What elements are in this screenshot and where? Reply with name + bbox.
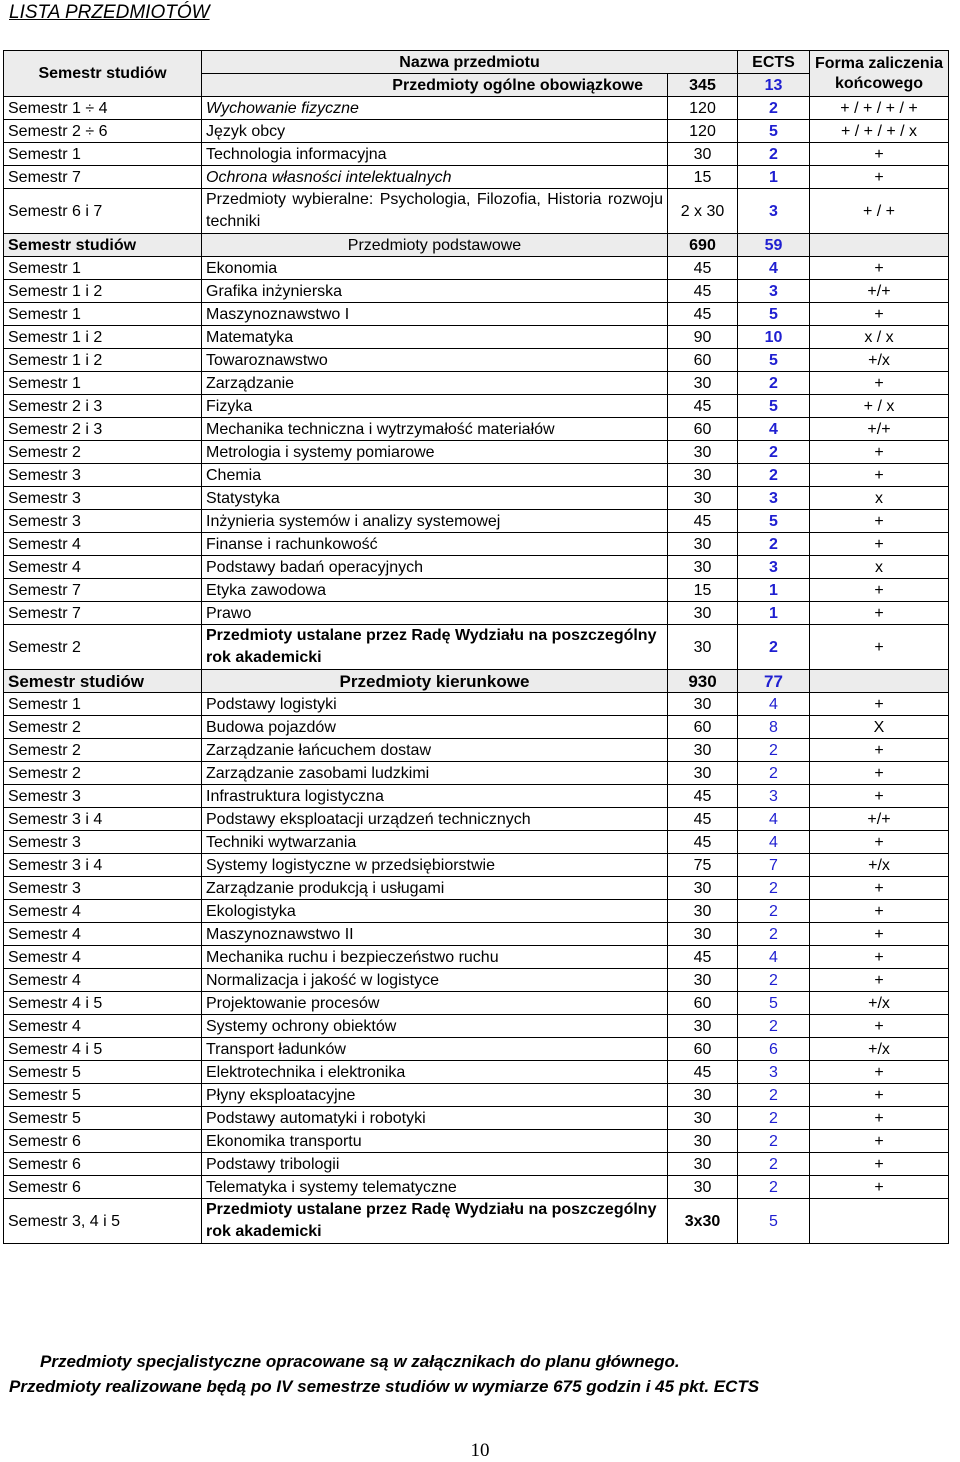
course-name-cell: Podstawy eksploatacji urządzeń technicznych: [202, 808, 668, 831]
semester-cell: Semestr 3: [4, 877, 202, 900]
page-title: LISTA PRZEDMIOTÓW: [9, 2, 210, 23]
table-row: [4, 441, 949, 464]
form-cell: +: [810, 900, 949, 923]
section-ects: 13: [738, 74, 810, 97]
course-name-cell: Przedmioty ustalane przez Radę Wydziału na poszczególny rok akademicki: [202, 1199, 668, 1244]
form-cell: +: [810, 625, 949, 670]
course-name-cell: Systemy ochrony obiektów: [202, 1015, 668, 1038]
form-cell: + / + / + / x: [810, 120, 949, 143]
form-cell: +: [810, 1107, 949, 1130]
ects-cell: 4: [738, 693, 810, 716]
ects-cell: 3: [738, 280, 810, 303]
form-cell: +: [810, 762, 949, 785]
ects-cell: 5: [738, 120, 810, 143]
table-row: [4, 1153, 949, 1176]
form-cell: +: [810, 166, 949, 189]
semester-cell: Semestr 4: [4, 900, 202, 923]
semester-cell: Semestr 4: [4, 969, 202, 992]
ects-cell: 8: [738, 716, 810, 739]
course-name-cell: Techniki wytwarzania: [202, 831, 668, 854]
section-hours: 345: [668, 74, 738, 97]
section-semestr: Semestr studiów: [4, 234, 202, 257]
hours-cell: 30: [668, 1153, 738, 1176]
semester-cell: Semestr 3 i 4: [4, 854, 202, 877]
table-row: [4, 533, 949, 556]
form-cell: [810, 1199, 949, 1244]
semester-cell: Semestr 4: [4, 1015, 202, 1038]
course-name-cell: Statystyka: [202, 487, 668, 510]
hours-cell: 30: [668, 1084, 738, 1107]
course-name-cell: Budowa pojazdów: [202, 716, 668, 739]
form-cell: + / + / + / +: [810, 97, 949, 120]
form-cell: +: [810, 877, 949, 900]
course-name-cell: Technologia informacyjna: [202, 143, 668, 166]
table-row: [4, 625, 949, 670]
section-label: Przedmioty podstawowe: [202, 234, 668, 257]
table-row: [4, 900, 949, 923]
table-row: [4, 97, 949, 120]
semester-cell: Semestr 1: [4, 303, 202, 326]
semester-cell: Semestr 4 i 5: [4, 1038, 202, 1061]
ects-cell: 5: [738, 349, 810, 372]
ects-cell: 2: [738, 1176, 810, 1199]
hours-cell: 45: [668, 395, 738, 418]
table-row: [4, 1130, 949, 1153]
semester-cell: Semestr 7: [4, 602, 202, 625]
course-name-cell: Grafika inżynierska: [202, 280, 668, 303]
hours-cell: 45: [668, 831, 738, 854]
form-cell: +/+: [810, 280, 949, 303]
course-name-cell: Telematyka i systemy telematyczne: [202, 1176, 668, 1199]
hours-cell: 45: [668, 280, 738, 303]
table-row: [4, 349, 949, 372]
table-row: [4, 602, 949, 625]
course-name-cell: Etyka zawodowa: [202, 579, 668, 602]
form-cell: +: [810, 143, 949, 166]
hours-cell: 45: [668, 303, 738, 326]
form-cell: +: [810, 969, 949, 992]
ects-cell: 2: [738, 1015, 810, 1038]
header-ects: ECTS: [738, 51, 810, 74]
hours-cell: 60: [668, 418, 738, 441]
table-row: [4, 762, 949, 785]
ects-cell: 2: [738, 97, 810, 120]
form-cell: +: [810, 1015, 949, 1038]
form-cell: +/x: [810, 349, 949, 372]
hours-cell: 30: [668, 1176, 738, 1199]
table-row: [4, 1061, 949, 1084]
form-cell: +: [810, 1176, 949, 1199]
form-cell: +: [810, 303, 949, 326]
table-row: [4, 785, 949, 808]
form-cell: +: [810, 257, 949, 280]
course-name-cell: Chemia: [202, 464, 668, 487]
form-cell: +: [810, 372, 949, 395]
table-row: [4, 487, 949, 510]
form-cell: +: [810, 1061, 949, 1084]
semester-cell: Semestr 4: [4, 556, 202, 579]
semester-cell: Semestr 3: [4, 510, 202, 533]
table-row: [4, 464, 949, 487]
table-row: [4, 189, 949, 234]
hours-cell: 2 x 30: [668, 189, 738, 234]
form-cell: +: [810, 923, 949, 946]
hours-cell: 60: [668, 349, 738, 372]
hours-cell: 45: [668, 257, 738, 280]
ects-cell: 5: [738, 510, 810, 533]
semester-cell: Semestr 3, 4 i 5: [4, 1199, 202, 1244]
course-name-cell: Elektrotechnika i elektronika: [202, 1061, 668, 1084]
ects-cell: 7: [738, 854, 810, 877]
table-row: [4, 1199, 949, 1244]
hours-cell: 30: [668, 372, 738, 395]
section-semestr: Semestr studiów: [4, 670, 202, 693]
semester-cell: Semestr 2: [4, 739, 202, 762]
course-name-cell: Zarządzanie produkcją i usługami: [202, 877, 668, 900]
hours-cell: 90: [668, 326, 738, 349]
form-cell: +: [810, 831, 949, 854]
course-name-cell: Zarządzanie łańcuchem dostaw: [202, 739, 668, 762]
ects-cell: 2: [738, 923, 810, 946]
table-row: [4, 120, 949, 143]
course-name-cell: Ochrona własności intelektualnych: [202, 166, 668, 189]
hours-cell: 45: [668, 510, 738, 533]
ects-cell: 2: [738, 1153, 810, 1176]
course-name-cell: Metrologia i systemy pomiarowe: [202, 441, 668, 464]
section-row-kierunkowe: [4, 670, 949, 693]
ects-cell: 5: [738, 303, 810, 326]
hours-cell: 60: [668, 716, 738, 739]
table-row: [4, 739, 949, 762]
ects-cell: 3: [738, 556, 810, 579]
table-row: [4, 326, 949, 349]
course-name-cell: Infrastruktura logistyczna: [202, 785, 668, 808]
form-cell: x: [810, 556, 949, 579]
course-name-cell: Towaroznawstwo: [202, 349, 668, 372]
semester-cell: Semestr 3: [4, 464, 202, 487]
form-cell: +/x: [810, 992, 949, 1015]
table-row: [4, 693, 949, 716]
ects-cell: 5: [738, 395, 810, 418]
table-row: [4, 946, 949, 969]
semester-cell: Semestr 1: [4, 143, 202, 166]
section-ects: 59: [738, 234, 810, 257]
form-cell: +: [810, 1084, 949, 1107]
table-row: [4, 143, 949, 166]
table-row: [4, 831, 949, 854]
ects-cell: 10: [738, 326, 810, 349]
section-form: [810, 670, 949, 693]
course-name-cell: Podstawy automatyki i robotyki: [202, 1107, 668, 1130]
section-ects: 77: [738, 670, 810, 693]
course-name-cell: Wychowanie fizyczne: [202, 97, 668, 120]
semester-cell: Semestr 2 i 3: [4, 418, 202, 441]
course-name-cell: Finanse i rachunkowość: [202, 533, 668, 556]
hours-cell: 45: [668, 946, 738, 969]
form-cell: + / x: [810, 395, 949, 418]
form-cell: +: [810, 602, 949, 625]
hours-cell: 45: [668, 808, 738, 831]
semester-cell: Semestr 2: [4, 716, 202, 739]
ects-cell: 3: [738, 785, 810, 808]
form-cell: +/x: [810, 1038, 949, 1061]
ects-cell: 4: [738, 808, 810, 831]
form-cell: +: [810, 693, 949, 716]
form-cell: +: [810, 739, 949, 762]
section-hours: 930: [668, 670, 738, 693]
course-name-cell: Inżynieria systemów i analizy systemowej: [202, 510, 668, 533]
table-row: [4, 257, 949, 280]
table-row: [4, 854, 949, 877]
table-row: [4, 992, 949, 1015]
ects-cell: 1: [738, 602, 810, 625]
hours-cell: 30: [668, 487, 738, 510]
ects-cell: 1: [738, 579, 810, 602]
semester-cell: Semestr 3: [4, 487, 202, 510]
form-cell: +: [810, 464, 949, 487]
hours-cell: 120: [668, 97, 738, 120]
hours-cell: 30: [668, 556, 738, 579]
table-row: [4, 1084, 949, 1107]
semester-cell: Semestr 2 i 3: [4, 395, 202, 418]
semester-cell: Semestr 4: [4, 946, 202, 969]
ects-cell: 6: [738, 1038, 810, 1061]
hours-cell: 30: [668, 143, 738, 166]
hours-cell: 30: [668, 762, 738, 785]
semester-cell: Semestr 1: [4, 257, 202, 280]
hours-cell: 30: [668, 533, 738, 556]
table-row: [4, 166, 949, 189]
course-name-cell: Maszynoznawstwo I: [202, 303, 668, 326]
semester-cell: Semestr 6: [4, 1153, 202, 1176]
ects-cell: 3: [738, 1061, 810, 1084]
course-name-cell: Mechanika techniczna i wytrzymałość materiałów: [202, 418, 668, 441]
ects-cell: 4: [738, 418, 810, 441]
course-name-cell: Systemy logistyczne w przedsiębiorstwie: [202, 854, 668, 877]
course-name-cell: Płyny eksploatacyjne: [202, 1084, 668, 1107]
semester-cell: Semestr 5: [4, 1107, 202, 1130]
ects-cell: 2: [738, 969, 810, 992]
table-row: [4, 510, 949, 533]
ects-cell: 5: [738, 1199, 810, 1244]
semester-cell: Semestr 6 i 7: [4, 189, 202, 234]
ects-cell: 2: [738, 762, 810, 785]
course-name-cell: Ekologistyka: [202, 900, 668, 923]
course-name-cell: Podstawy tribologii: [202, 1153, 668, 1176]
semester-cell: Semestr 4: [4, 923, 202, 946]
table-row: [4, 1015, 949, 1038]
semester-cell: Semestr 1 i 2: [4, 326, 202, 349]
table-row: [4, 556, 949, 579]
section-label: Przedmioty kierunkowe: [202, 670, 668, 693]
table-row: [4, 1107, 949, 1130]
ects-cell: 2: [738, 1130, 810, 1153]
semester-cell: Semestr 1: [4, 372, 202, 395]
table-row: [4, 1176, 949, 1199]
course-name-cell: Ekonomika transportu: [202, 1130, 668, 1153]
semester-cell: Semestr 1 i 2: [4, 280, 202, 303]
semester-cell: Semestr 3: [4, 831, 202, 854]
hours-cell: 15: [668, 166, 738, 189]
semester-cell: Semestr 2: [4, 625, 202, 670]
table-row: [4, 372, 949, 395]
ects-cell: 4: [738, 946, 810, 969]
ects-cell: 5: [738, 992, 810, 1015]
hours-cell: 120: [668, 120, 738, 143]
hours-cell: 30: [668, 441, 738, 464]
form-cell: +/+: [810, 808, 949, 831]
hours-cell: 30: [668, 877, 738, 900]
semester-cell: Semestr 7: [4, 579, 202, 602]
hours-cell: 30: [668, 1107, 738, 1130]
course-name-cell: Zarządzanie zasobami ludzkimi: [202, 762, 668, 785]
form-cell: + / +: [810, 189, 949, 234]
footer-note-2: Przedmioty realizowane będą po IV semestrze studiów w wymiarze 675 godzin i 45 pkt. ECTS: [9, 1377, 760, 1396]
course-name-cell: Zarządzanie: [202, 372, 668, 395]
hours-cell: 30: [668, 900, 738, 923]
footer-note-1: Przedmioty specjalistyczne opracowane są w załącznikach do planu głównego.: [40, 1352, 680, 1371]
hours-cell: 30: [668, 1015, 738, 1038]
form-cell: +: [810, 785, 949, 808]
form-cell: +: [810, 946, 949, 969]
semester-cell: Semestr 7: [4, 166, 202, 189]
hours-cell: 30: [668, 1130, 738, 1153]
header-forma: Forma zaliczenia końcowego: [810, 51, 949, 97]
hours-cell: 45: [668, 1061, 738, 1084]
course-name-cell: Podstawy badań operacyjnych: [202, 556, 668, 579]
section-form: [810, 234, 949, 257]
course-name-cell: Przedmioty wybieralne: Psychologia, Filozofia, Historia rozwoju techniki: [202, 189, 668, 234]
course-name-cell: Fizyka: [202, 395, 668, 418]
ects-cell: 4: [738, 831, 810, 854]
ects-cell: 2: [738, 143, 810, 166]
form-cell: +: [810, 441, 949, 464]
table-row: [4, 1038, 949, 1061]
ects-cell: 3: [738, 189, 810, 234]
ects-cell: 2: [738, 533, 810, 556]
hours-cell: 30: [668, 739, 738, 762]
semester-cell: Semestr 3: [4, 785, 202, 808]
semester-cell: Semestr 5: [4, 1084, 202, 1107]
semester-cell: Semestr 4 i 5: [4, 992, 202, 1015]
hours-cell: 60: [668, 1038, 738, 1061]
semester-cell: Semestr 4: [4, 533, 202, 556]
course-name-cell: Przedmioty ustalane przez Radę Wydziału na poszczególny rok akademicki: [202, 625, 668, 670]
table-row: [4, 395, 949, 418]
hours-cell: 60: [668, 992, 738, 1015]
form-cell: +: [810, 510, 949, 533]
table-row: [4, 280, 949, 303]
hours-cell: 75: [668, 854, 738, 877]
course-name-cell: Ekonomia: [202, 257, 668, 280]
course-name-cell: Projektowanie procesów: [202, 992, 668, 1015]
semester-cell: Semestr 3 i 4: [4, 808, 202, 831]
ects-cell: 2: [738, 900, 810, 923]
table-row: [4, 877, 949, 900]
section-hours: 690: [668, 234, 738, 257]
course-name-cell: Podstawy logistyki: [202, 693, 668, 716]
ects-cell: 2: [738, 1084, 810, 1107]
ects-cell: 4: [738, 257, 810, 280]
course-name-cell: Transport ładunków: [202, 1038, 668, 1061]
form-cell: +: [810, 1153, 949, 1176]
semester-cell: Semestr 1: [4, 693, 202, 716]
hours-cell: 30: [668, 464, 738, 487]
course-name-cell: Maszynoznawstwo II: [202, 923, 668, 946]
hours-cell: 30: [668, 693, 738, 716]
semester-cell: Semestr 6: [4, 1176, 202, 1199]
hours-cell: 3x30: [668, 1199, 738, 1244]
hours-cell: 45: [668, 785, 738, 808]
form-cell: +: [810, 533, 949, 556]
form-cell: x / x: [810, 326, 949, 349]
ects-cell: 2: [738, 464, 810, 487]
course-name-cell: Prawo: [202, 602, 668, 625]
semester-cell: Semestr 1 ÷ 4: [4, 97, 202, 120]
section-row-podstawowe: [4, 234, 949, 257]
table-row: [4, 716, 949, 739]
page-number: 10: [470, 1440, 490, 1461]
table-row: [4, 303, 949, 326]
course-name-cell: Normalizacja i jakość w logistyce: [202, 969, 668, 992]
table-row: [4, 418, 949, 441]
semester-cell: Semestr 6: [4, 1130, 202, 1153]
hours-cell: 30: [668, 923, 738, 946]
section-label: Przedmioty ogólne obowiązkowe: [202, 74, 668, 97]
course-name-cell: Matematyka: [202, 326, 668, 349]
header-semestr: Semestr studiów: [4, 51, 202, 97]
hours-cell: 15: [668, 579, 738, 602]
form-cell: +/+: [810, 418, 949, 441]
table-row: [4, 969, 949, 992]
course-name-cell: Język obcy: [202, 120, 668, 143]
form-cell: +/x: [810, 854, 949, 877]
ects-cell: 2: [738, 441, 810, 464]
ects-cell: 2: [738, 739, 810, 762]
ects-cell: 2: [738, 877, 810, 900]
hours-cell: 30: [668, 602, 738, 625]
semester-cell: Semestr 1 i 2: [4, 349, 202, 372]
ects-cell: 2: [738, 625, 810, 670]
semester-cell: Semestr 5: [4, 1061, 202, 1084]
form-cell: x: [810, 487, 949, 510]
ects-cell: 2: [738, 372, 810, 395]
form-cell: +: [810, 1130, 949, 1153]
table-row: [4, 579, 949, 602]
table-row: [4, 808, 949, 831]
ects-cell: 2: [738, 1107, 810, 1130]
hours-cell: 30: [668, 625, 738, 670]
table-row: [4, 923, 949, 946]
form-cell: +: [810, 579, 949, 602]
ects-cell: 3: [738, 487, 810, 510]
course-name-cell: Mechanika ruchu i bezpieczeństwo ruchu: [202, 946, 668, 969]
form-cell: X: [810, 716, 949, 739]
header-row: [4, 51, 949, 74]
header-nazwa: Nazwa przedmiotu: [202, 51, 738, 74]
hours-cell: 30: [668, 969, 738, 992]
course-table: [3, 50, 949, 1244]
semester-cell: Semestr 2: [4, 762, 202, 785]
semester-cell: Semestr 2 ÷ 6: [4, 120, 202, 143]
ects-cell: 1: [738, 166, 810, 189]
semester-cell: Semestr 2: [4, 441, 202, 464]
